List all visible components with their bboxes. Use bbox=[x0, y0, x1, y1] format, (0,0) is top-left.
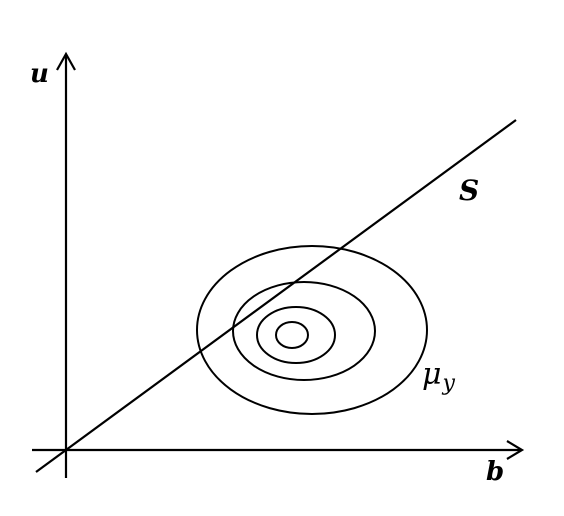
contour-third bbox=[257, 307, 335, 363]
contour-inner bbox=[276, 322, 308, 348]
distribution-symbol: μ bbox=[422, 357, 442, 392]
line-s bbox=[36, 120, 516, 472]
distribution-subscript: y bbox=[442, 371, 455, 396]
y-axis-label: u bbox=[30, 59, 49, 89]
line-s-label: S bbox=[459, 174, 480, 207]
x-axis-label: b bbox=[486, 457, 505, 487]
contour-second bbox=[233, 282, 375, 380]
contour-outer bbox=[197, 246, 427, 414]
distribution-label bbox=[422, 357, 456, 396]
